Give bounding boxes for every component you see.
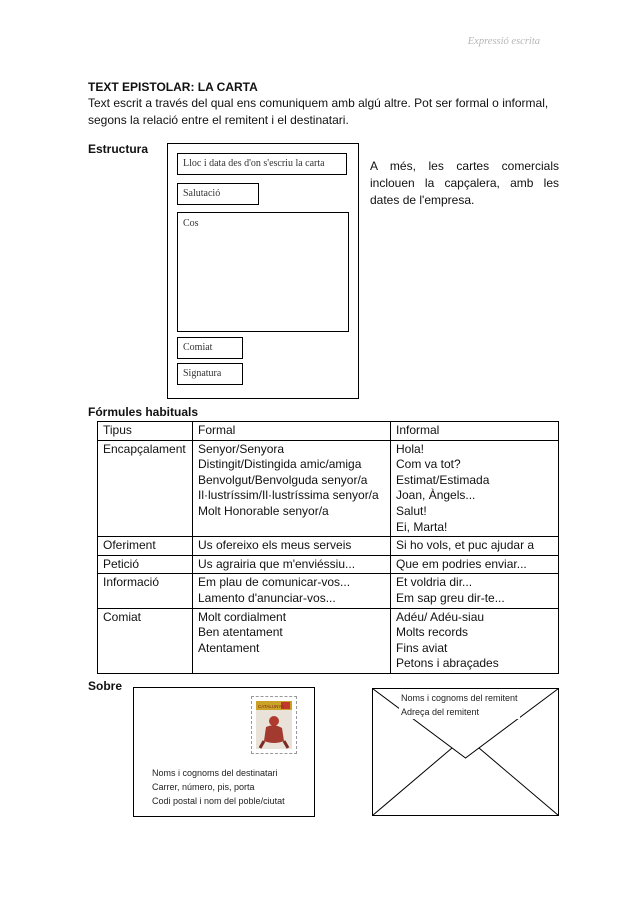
formal-formula: Benvolgut/Benvolguda senyor/a xyxy=(198,472,368,487)
formal-formula: Atentament xyxy=(198,640,260,655)
informal-formula: Ei, Marta! xyxy=(396,519,448,534)
tipus-cell: Comiat xyxy=(98,608,193,673)
column-header: Tipus xyxy=(98,422,193,441)
informal-cell xyxy=(391,440,559,537)
formal-formula: Molt cordialment xyxy=(198,609,287,624)
stamp-label: CATALUNYA xyxy=(258,704,285,709)
estructura-side-note: A més, les cartes comercials inclouen la capçalera, amb les dates de l'empresa. xyxy=(370,159,559,207)
destinatari-line: Noms i cognoms del destinatari xyxy=(152,768,278,778)
informal-formula: Petons i abraçades xyxy=(396,656,499,671)
informal-formula: Salut! xyxy=(396,503,427,518)
tipus-cell: Informació xyxy=(98,574,193,608)
informal-formula: Estimat/Estimada xyxy=(396,472,490,487)
informal-formula: Et voldria dir... xyxy=(396,575,473,590)
tipus-cell: Oferiment xyxy=(98,537,193,556)
remitent-line: Adreça del remitent xyxy=(401,707,480,717)
informal-formula: Com va tot? xyxy=(396,457,461,472)
informal-formula: Hola! xyxy=(396,441,425,456)
informal-formula: Em sap greu dir-te... xyxy=(396,590,505,605)
intro-paragraph: Text escrit a través del qual ens comuniquem amb algú altre. Pot ser formal o informal, segons la relació entre el remitent i el destinatari. xyxy=(88,96,549,127)
salutacio-box: Salutació xyxy=(177,183,259,205)
tipus-cell: Encapçalament xyxy=(98,440,193,537)
informal-cell xyxy=(391,555,559,574)
formules-heading: Fórmules habituals xyxy=(88,405,199,419)
table-row xyxy=(98,440,559,537)
informal-formula: Joan, Àngels... xyxy=(396,488,476,503)
formal-formula: Ben atentament xyxy=(198,625,283,640)
table-row xyxy=(98,574,559,608)
lloc-data-box: Lloc i data des d'on s'escriu la carta xyxy=(177,153,347,175)
column-header: Informal xyxy=(391,422,559,441)
formal-cell xyxy=(193,608,391,673)
postage-stamp xyxy=(251,696,297,754)
table-row xyxy=(98,537,559,556)
formal-formula: Molt Honorable senyor/a xyxy=(198,503,329,518)
destinatari-line: Codi postal i nom del poble/ciutat xyxy=(152,796,285,806)
cos-box: Cos xyxy=(177,212,349,332)
informal-formula: Que em podries enviar... xyxy=(396,556,527,571)
formal-cell xyxy=(193,574,391,608)
formal-cell xyxy=(193,537,391,556)
formal-cell xyxy=(193,440,391,537)
informal-cell xyxy=(391,574,559,608)
informal-formula: Si ho vols, et puc ajudar a xyxy=(396,538,535,553)
informal-cell xyxy=(391,608,559,673)
informal-cell xyxy=(391,537,559,556)
remitent-line: Noms i cognoms del remitent xyxy=(401,693,518,703)
formal-formula: Us agrairia que m'enviéssiu... xyxy=(198,556,356,571)
table-header-row xyxy=(98,422,559,441)
formal-cell xyxy=(193,555,391,574)
destinatari-line: Carrer, número, pis, porta xyxy=(152,782,255,792)
column-header: Formal xyxy=(193,422,391,441)
formal-formula: Senyor/Senyora xyxy=(198,441,285,456)
formules-table xyxy=(97,421,559,674)
sobre-heading: Sobre xyxy=(88,679,123,693)
informal-formula: Fins aviat xyxy=(396,640,448,655)
tipus-cell: Petició xyxy=(98,555,193,574)
table-row xyxy=(98,555,559,574)
page-title: TEXT EPISTOLAR: LA CARTA xyxy=(88,80,258,94)
page-header-section: Expressió escrita xyxy=(467,36,540,47)
comiat-box: Comiat xyxy=(177,337,243,359)
signatura-box: Signatura xyxy=(177,363,243,385)
destinatari-address xyxy=(152,766,285,808)
table-row xyxy=(98,608,559,673)
formal-formula: Lamento d'anunciar-vos... xyxy=(198,590,336,605)
estructura-heading: Estructura xyxy=(88,142,149,156)
informal-formula: Adéu/ Adéu-siau xyxy=(396,609,485,624)
informal-formula: Molts records xyxy=(396,625,469,640)
formal-formula: Em plau de comunicar-vos... xyxy=(198,575,351,590)
formal-formula: Distingit/Distingida amic/amiga xyxy=(198,457,362,472)
remitent-address xyxy=(399,691,520,719)
letter-structure-diagram xyxy=(167,143,359,399)
formal-formula: Il·lustríssim/Il·lustríssima senyor/a xyxy=(198,488,379,503)
stamp-figure-icon xyxy=(256,701,292,749)
formal-formula: Us ofereixo els meus serveis xyxy=(198,538,352,553)
